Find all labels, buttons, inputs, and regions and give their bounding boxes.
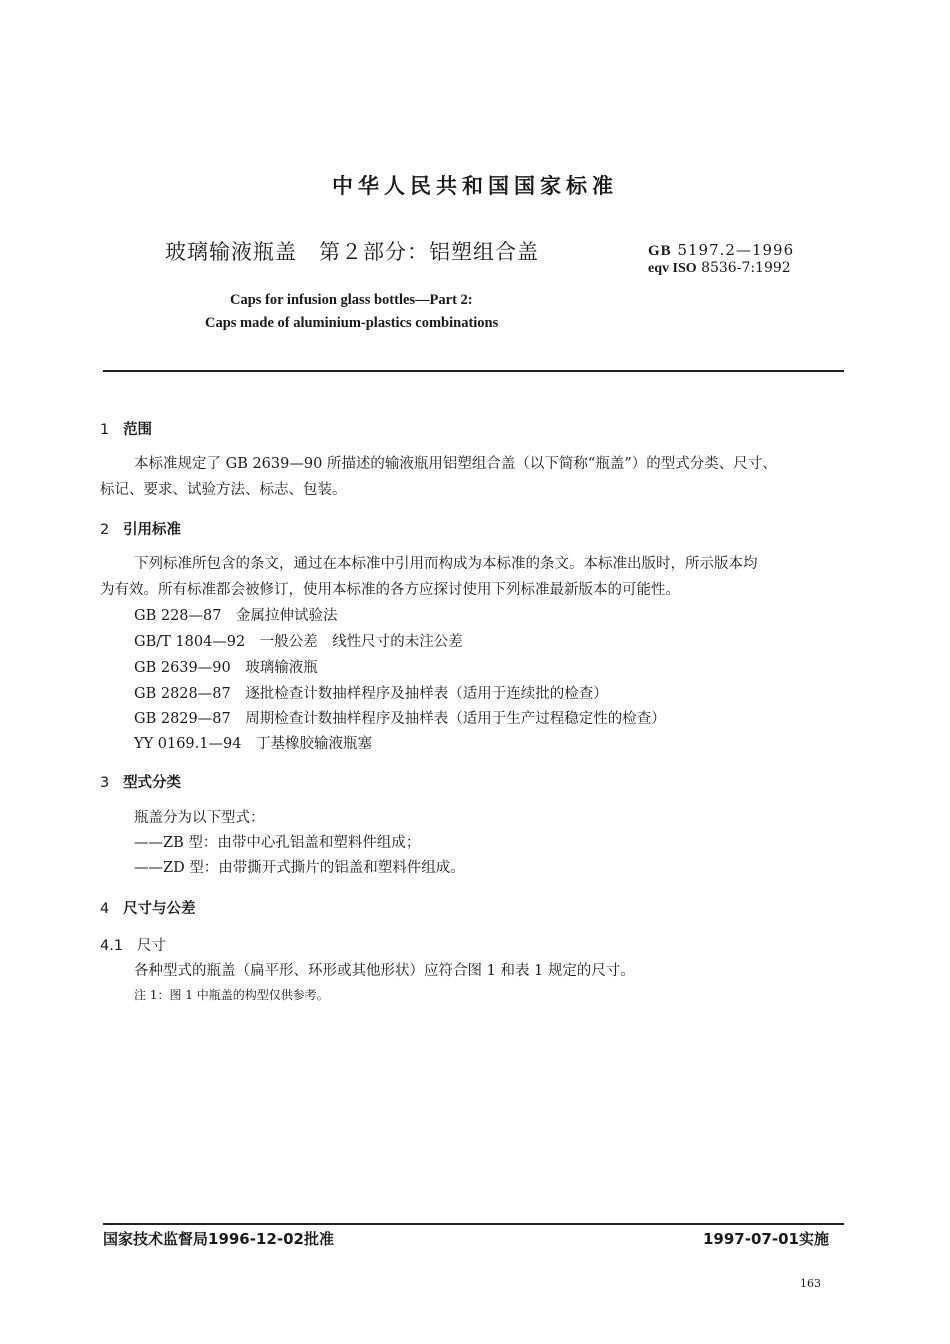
equivalent-code-prefix: eqv ISO [648,261,697,276]
reference-item: GB 2828—87 逐批检查计数抽样程序及抽样表（适用于连续批的检查） [134,686,608,702]
section-4-paragraph: 各种型式的瓶盖（扁平形、环形或其他形状）应符合图 1 和表 1 规定的尺寸。 [134,963,635,979]
standard-code-value: 5197.2—1996 [677,241,795,259]
national-standard-heading: 中华人民共和国国家标准 [332,174,618,198]
reference-item: GB 2639—90 玻璃输液瓶 [134,660,318,676]
equivalent-code-value: 8536-7:1992 [701,260,791,276]
section-4-title: 尺寸与公差 [123,901,196,917]
document-title-cn: 玻璃输液瓶盖 第２部分：铝塑组合盖 [165,240,539,264]
subsection-4-1-title: 尺寸 [136,938,166,954]
subsection-4-1-heading [100,934,166,955]
standard-code-prefix: GB [648,243,672,259]
section-4-heading [100,897,196,918]
reference-item: YY 0169.1—94 丁基橡胶输液瓶塞 [134,736,372,752]
document-title-en-line1: Caps for infusion glass bottles—Part 2: [230,292,473,308]
section-2-paragraph-line1: 下列标准所包含的条文，通过在本标准中引用而构成为本标准的条文。本标准出版时，所示版本均 [134,556,758,572]
section-2-paragraph-line2: 为有效。所有标准都会被修订，使用本标准的各方应探讨使用下列标准最新版本的可能性。 [100,582,680,598]
issue-date: 国家技术监督局1996-12-02批准 [103,1230,334,1248]
document-title-en-line2: Caps made of aluminium-plastics combinations [205,315,499,331]
footer-divider [103,1223,844,1225]
section-4-note: 注 1：图 1 中瓶盖的构型仅供参考。 [134,988,329,1002]
reference-item: GB 2829—87 周期检查计数抽样程序及抽样表（适用于生产过程稳定性的检查） [134,711,666,727]
reference-item: GB/T 1804—92 一般公差 线性尺寸的未注公差 [134,634,463,650]
reference-item: GB 228—87 金属拉伸试验法 [134,608,338,624]
section-3-line3: ——ZD 型：由带撕开式撕片的铝盖和塑料件组成。 [134,860,465,876]
header-divider [103,370,844,372]
subsection-4-1-number: 4.1 [100,938,124,954]
section-1-paragraph-line1: 本标准规定了 GB 2639—90 所描述的输液瓶用铝塑组合盖（以下简称“瓶盖”）的型式分类、尺寸、 [134,456,777,472]
section-1-paragraph-line2: 标记、要求、试验方法、标志、包装。 [100,482,347,498]
section-2-number: 2 [100,522,110,538]
section-1-heading [100,418,152,439]
section-3-line2: ——ZB 型：由带中心孔铝盖和塑料件组成； [134,835,421,851]
section-1-number: 1 [100,422,110,438]
section-4-number: 4 [100,901,110,917]
section-3-line1: 瓶盖分为以下型式： [134,810,265,826]
section-2-heading [100,518,181,539]
standard-code [648,241,794,260]
section-3-title: 型式分类 [123,775,182,791]
section-3-heading [100,771,181,792]
equivalent-code [648,260,791,277]
section-2-title: 引用标准 [123,522,182,538]
effective-date: 1997-07-01实施 [703,1230,829,1248]
section-3-number: 3 [100,775,110,791]
section-1-title: 范围 [123,422,153,438]
page-number: 163 [800,1277,821,1290]
